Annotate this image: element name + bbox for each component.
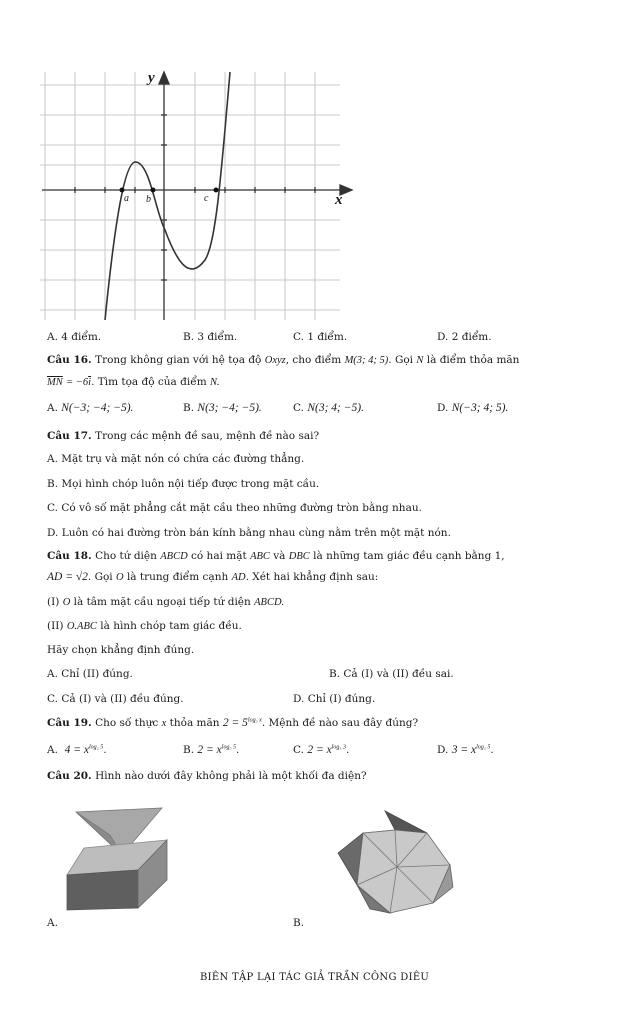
- q15-option-b: B. 3 điểm.: [183, 331, 238, 343]
- q18-text: là tâm mặt cầu ngoại tiếp tứ diện: [73, 596, 251, 608]
- q18-statement-1: [47, 596, 284, 608]
- option-label: C.: [293, 402, 304, 414]
- q20-stem: [47, 770, 367, 782]
- q18-stem-line1: [47, 550, 505, 562]
- point-c-label: c: [204, 193, 209, 204]
- q17-stem: [47, 430, 319, 442]
- q18-math: AD: [231, 572, 246, 583]
- q16-stem-line2: [47, 376, 220, 388]
- option-value: N(3; −4; −5).: [197, 402, 262, 414]
- q18-math: O.ABC: [66, 621, 97, 632]
- q18-text: là những tam giác đều cạnh bằng 1,: [313, 550, 505, 562]
- q18-math: ABCD: [160, 551, 188, 562]
- option-value: N(−3; 4; 5).: [451, 402, 509, 414]
- q16-text: Trong không gian với hệ tọa độ: [95, 354, 262, 366]
- q18-math: DBC: [288, 551, 310, 562]
- q17-option-b: B. Mọi hình chóp luôn nội tiếp được trong mặt cầu.: [47, 478, 320, 490]
- q16-system: Oxyz: [264, 355, 286, 366]
- q16-point-n: N.: [210, 377, 220, 388]
- q18-math: ABC: [250, 551, 270, 562]
- q18-text: (I): [47, 596, 60, 608]
- q16-text: , cho điểm: [285, 354, 342, 366]
- page-footer: BIÊN TẬP LẠI TÁC GIẢ TRẦN CÔNG DIÊU: [200, 972, 430, 983]
- option-exponent: log₂ 5: [476, 744, 491, 751]
- q18-text: (II): [47, 620, 64, 632]
- q18-option-c: C. Cả (I) và (II) đều đúng.: [47, 693, 184, 705]
- option-value: N(−3; −4; −5).: [61, 402, 134, 414]
- q18-text: có hai mặt: [191, 550, 247, 562]
- q17-option-c: C. Có vô số mặt phẳng cắt mặt cầu theo những đường tròn bằng nhau.: [47, 502, 422, 514]
- option-label: D.: [437, 402, 449, 414]
- q17-text: Trong các mệnh đề sau, mệnh đề nào sai?: [95, 430, 320, 442]
- q19-math: 2 = 5: [222, 717, 248, 729]
- option-label: B.: [183, 402, 195, 414]
- q19-option-b: B. $2 = x^{log_3 5}$.: [183, 744, 240, 756]
- q18-math: AD = √2: [47, 571, 88, 583]
- q19-text: thỏa mãn: [169, 717, 220, 729]
- q18-text: là hình chóp tam giác đều.: [100, 620, 242, 632]
- q19-math: x: [161, 718, 167, 729]
- q16-option-a: [47, 402, 133, 414]
- q16-option-d: [437, 402, 508, 414]
- q20-option-a: A.: [47, 917, 58, 929]
- option-value: 2 = x: [307, 744, 332, 756]
- q15-option-a: A. 4 điểm.: [47, 331, 102, 343]
- option-label: A.: [47, 402, 58, 414]
- point-a-label: a: [124, 193, 129, 204]
- q17-option-d: D. Luôn có hai đường tròn bán kính bằng nhau cùng nằm trên một mặt nón.: [47, 527, 451, 539]
- q16-vector: $\overline{MN}$: [47, 377, 63, 388]
- option-exponent: log₅ 3: [331, 744, 346, 751]
- q18-text: Cho tứ diện: [95, 550, 157, 562]
- q19-stem: [47, 717, 418, 729]
- q16-text: . Gọi: [388, 354, 414, 366]
- q17-label: Câu 17.: [47, 430, 92, 442]
- q18-option-d: D. Chỉ (I) đúng.: [293, 693, 376, 705]
- x-axis-label: x: [335, 192, 343, 208]
- q18-option-b: B. Cả (I) và (II) đều sai.: [329, 668, 454, 680]
- q16-point-n: N: [416, 355, 424, 366]
- q17-option-a: A. Mặt trụ và mặt nón có chứa các đường thẳng.: [47, 453, 305, 465]
- q18-math: ABCD.: [254, 597, 285, 608]
- q16-text: . Tìm tọa độ của điểm: [91, 376, 207, 388]
- figure-a-box-pyramid: [62, 800, 174, 915]
- option-value: 3 = x: [451, 744, 477, 756]
- q19-option-c: C. $2 = x^{log_5 3}$.: [293, 744, 350, 756]
- q18-text: . Xét hai khẳng định sau:: [245, 571, 379, 583]
- q19-text: . Mệnh đề nào sau đây đúng?: [261, 717, 419, 729]
- point-b-label: b: [146, 194, 151, 205]
- q18-stem-line2: [47, 571, 378, 583]
- q19-text: Cho số thực: [95, 717, 159, 729]
- option-label: C.: [293, 744, 304, 756]
- option-label: D.: [437, 744, 449, 756]
- q18-option-a: A. Chỉ (II) đúng.: [47, 668, 133, 680]
- q18-math: O: [62, 597, 71, 608]
- q18-choose: Hãy chọn khẳng định đúng.: [47, 644, 195, 656]
- option-label: B.: [183, 744, 195, 756]
- option-label: A.: [47, 744, 58, 756]
- q18-text: . Gọi: [87, 571, 113, 583]
- q19-exponent: log₃ x: [247, 717, 262, 724]
- figure-b-polyhedron: [335, 805, 455, 917]
- q16-stem-line1: [47, 354, 519, 366]
- q20-option-b: B.: [293, 917, 305, 929]
- q20-label: Câu 20.: [47, 770, 92, 782]
- option-value: 4 = x: [64, 744, 89, 756]
- q18-text: và: [273, 550, 286, 562]
- q18-label: Câu 18.: [47, 550, 92, 562]
- q16-option-c: [293, 402, 364, 414]
- q15-option-d: D. 2 điểm.: [437, 331, 492, 343]
- q16-text: là điểm thỏa mãn: [426, 354, 520, 366]
- q19-option-a: A. $4 = x^{log_2 5}$.: [47, 744, 107, 756]
- q18-text: là trung điểm cạnh: [126, 571, 229, 583]
- y-axis-label: y: [148, 70, 155, 86]
- q16-equation: = −6: [66, 377, 89, 388]
- q15-option-c: C. 1 điểm.: [293, 331, 348, 343]
- q18-statement-2: [47, 620, 242, 632]
- q19-option-d: D. $3 = x^{log_2 5}$.: [437, 744, 494, 756]
- q16-unit-vector: $\overline{i}$: [88, 377, 92, 388]
- q16-label: Câu 16.: [47, 354, 92, 366]
- q19-label: Câu 19.: [47, 717, 92, 729]
- q18-math: O: [116, 572, 124, 583]
- option-value: 2 = x: [197, 744, 222, 756]
- option-exponent: log₃ 5: [221, 744, 237, 751]
- q16-option-b: [183, 402, 262, 414]
- option-exponent: log₂ 5: [88, 744, 104, 751]
- option-value: N(3; 4; −5).: [307, 402, 364, 414]
- q16-point-m: M(3; 4; 5): [344, 355, 389, 366]
- q20-text: Hình nào dưới đây không phải là một khối đa diện?: [95, 770, 367, 782]
